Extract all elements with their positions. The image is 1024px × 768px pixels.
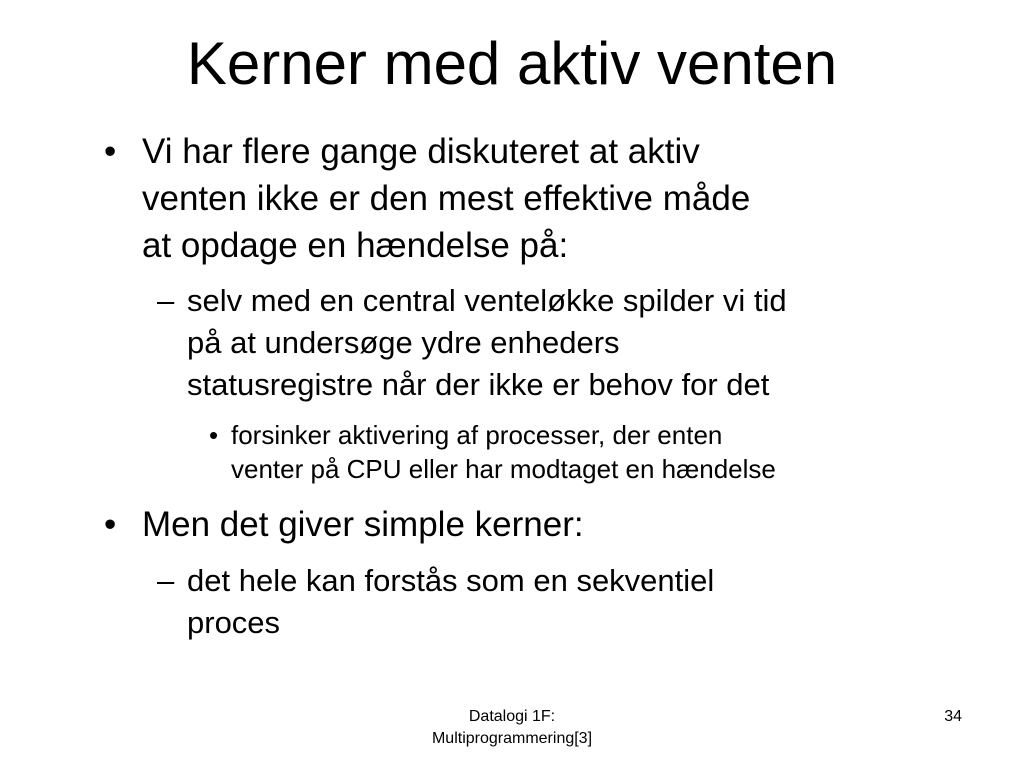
bullet-dot-icon: • — [104, 505, 117, 544]
page-number: 34 — [944, 708, 962, 725]
bullet-text: Vi har flere gange diskuteret at aktiv venten ikke er den mest effektive måde at opdage en hændelse på: — [142, 132, 751, 265]
bullet-dash-icon: – — [157, 283, 175, 318]
bullet-item-level2 — [157, 280, 977, 406]
bullet-text: Men det giver simple kerner: — [142, 505, 584, 544]
bullet-dot-icon: • — [209, 420, 219, 450]
bullet-dash-icon: – — [157, 563, 175, 598]
bullet-item-level1 — [104, 128, 962, 269]
bullet-item-level1 — [104, 501, 962, 548]
bullet-item-level3 — [209, 418, 971, 486]
footer-course: Datalogi 1F: Multiprogrammering[3] — [431, 708, 593, 747]
bullet-item-level2 — [157, 560, 977, 644]
bullet-text: selv med en central venteløkke spilder vi tid på at undersøge ydre enheders statusregistre når der ikke er behov for det — [187, 283, 787, 402]
slide-title: Kerner med aktiv venten — [186, 30, 838, 97]
bullet-text: det hele kan forstås som en sekventiel proces — [187, 563, 715, 640]
bullet-dot-icon: • — [104, 132, 117, 171]
bullet-text: forsinker aktivering af processer, der enten venter på CPU eller har modtaget en hændelse — [231, 420, 776, 484]
